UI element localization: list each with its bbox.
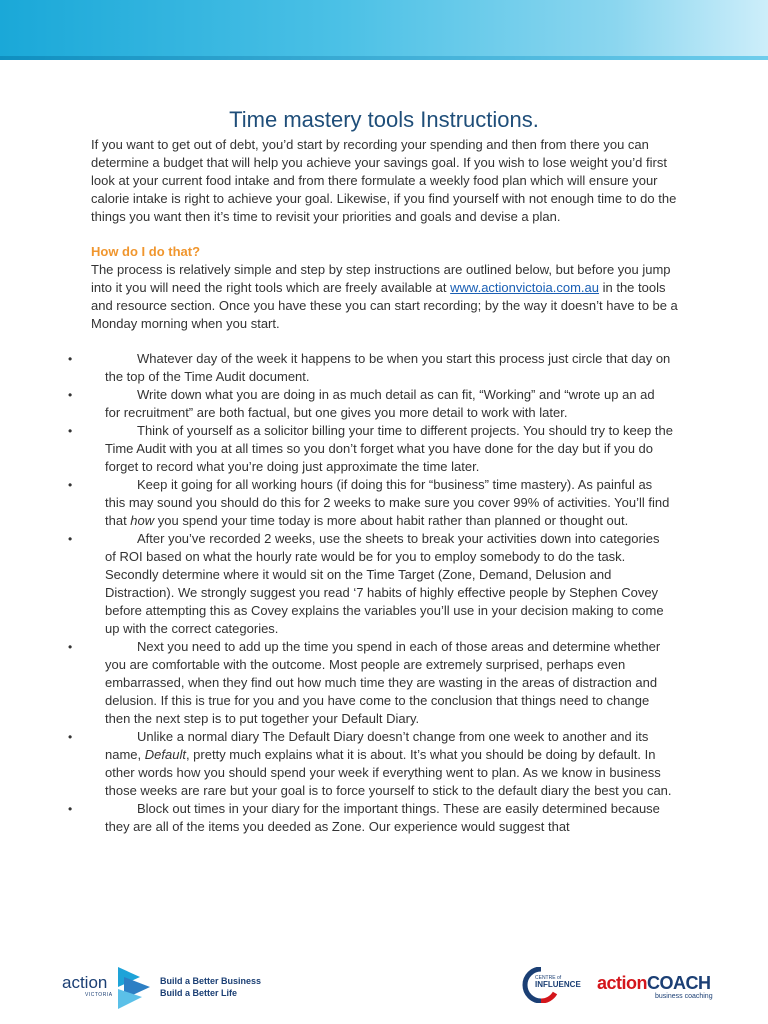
tagline (160, 975, 261, 999)
list-item-text: Think of yourself as a solicitor billing your time to different projects. You should try to keep the Time Audit with you at all times so you don’t forget what you have done for the day but if you do forget to record what you’re doing just approximate the time later. (105, 423, 673, 474)
list-item (68, 530, 673, 638)
list-item (68, 728, 673, 800)
coi-line-1: CENTRE of (535, 975, 562, 981)
bullet-icon: • (68, 532, 73, 546)
bullet-icon: • (68, 640, 73, 654)
emphasis-text: how (130, 513, 155, 528)
intro-paragraph: If you want to get out of debt, you’d start by recording your spending and then from there you can determine a budget that will help you achieve your savings goal. If you wish to lose weight you’d first look at your current food intake and from there formulate a weekly food plan which will ensure your calorie intake is right to achieve your goal. Likewise, if you find yourself with not enough time to do the things you want then it’s time to revisit your priorities and goals and devise a plan. (91, 137, 677, 224)
header-banner (0, 0, 768, 60)
document-body (68, 136, 685, 836)
emphasis-text: Default (144, 747, 186, 762)
actioncoach-logo (597, 973, 711, 994)
list-item (68, 422, 673, 476)
action-victoria-logo (62, 961, 152, 1011)
list-item-text-before: Keep it going for all working hours (if doing this for “business” time mastery). As painful as this may sound you should do this for 2 weeks to make sure you cover 99% of activities. You’ll find that (105, 477, 670, 528)
list-item-text: Next you need to add up the time you spend in each of those areas and determine whether you are comfortable with the outcome. Most people are extremely surprised, perhaps even embarrassed, when they find out how much time they are wasting in the areas of distraction and delusion. If this is true for you and you have come to the conclusion that things need to change then the next step is to put together your Default Diary. (105, 639, 661, 726)
section-heading: How do I do that? (91, 244, 201, 259)
list-item (68, 350, 673, 386)
section-paragraph (91, 261, 685, 333)
list-item (68, 476, 673, 530)
list-item (68, 386, 673, 422)
section-text-after-link: in the tools and resource section. Once you have these you can start recording; by the way it doesn’t have to be a Monday morning when you start. (91, 280, 678, 331)
action-arrows-icon (114, 961, 154, 1011)
list-item-text: Block out times in your diary for the important things. These are easily determined because they are all of the items you deeded as Zone. Our experience would suggest that (105, 801, 660, 834)
section-text-before-link: The process is relatively simple and step by step instructions are outlined below, but before you jump into it you will need the right tools which are freely available at (91, 262, 671, 295)
actioncoach-coach-text: COACH (647, 973, 711, 993)
list-item-text: Whatever day of the week it happens to be when you start this process just circle that day on the top of the Time Audit document. (105, 351, 671, 384)
actioncoach-action-text: action (597, 973, 648, 993)
bullet-icon: • (68, 352, 73, 366)
centre-of-influence-logo (521, 967, 581, 1003)
list-item (68, 638, 673, 728)
bullet-icon: • (68, 730, 73, 744)
list-item (68, 800, 673, 836)
actioncoach-subtext: business coaching (655, 993, 713, 1000)
tagline-line-1: Build a Better Business (160, 976, 262, 986)
action-logo-text: action (62, 973, 108, 992)
footer (0, 950, 768, 1024)
tagline-line-2: Build a Better Life (160, 988, 238, 998)
coi-line-2: INFLUENCE (535, 980, 581, 989)
instruction-list (68, 350, 673, 836)
list-item-text-before: Unlike a normal diary The Default Diary doesn’t change from one week to another and its name, (105, 729, 649, 762)
bullet-icon: • (68, 424, 73, 438)
action-logo-subtext: VICTORIA (85, 992, 113, 998)
list-item-text-after: you spend your time today is more about habit rather than planned or thought out. (154, 513, 629, 528)
bullet-icon: • (68, 802, 73, 816)
list-item-text-after: , pretty much explains what it is about. It’s what you should be doing by default. In other words how you should spend your week if everything went to plan. As we know in business those weeks are rare but your goal is to force yourself to stick to the default diary the best you can. (105, 747, 672, 798)
list-item-text: After you’ve recorded 2 weeks, use the sheets to break your activities down into categories of ROI based on what the hourly rate would be for you to employ somebody to do the task. Secondly determine where it would sit on the Time Target (Zone, Demand, Delusion and Distraction). We strongly suggest you read ‘7 habits of highly effective people by Stephen Covey before attempting this as Covey explains the variables you’ll use in your decision making to come up with the correct categories. (105, 531, 664, 636)
actionvictoria-link[interactable]: www.actionvictoia.com.au (450, 280, 599, 295)
page-title: Time mastery tools Instructions. (229, 106, 539, 132)
bullet-icon: • (68, 388, 73, 402)
list-item-text: Write down what you are doing in as much detail as can fit, “Working” and “wrote up an ad for recruitment” are both factual, but one gives you more detail to work with later. (105, 387, 655, 420)
bullet-icon: • (68, 478, 73, 492)
